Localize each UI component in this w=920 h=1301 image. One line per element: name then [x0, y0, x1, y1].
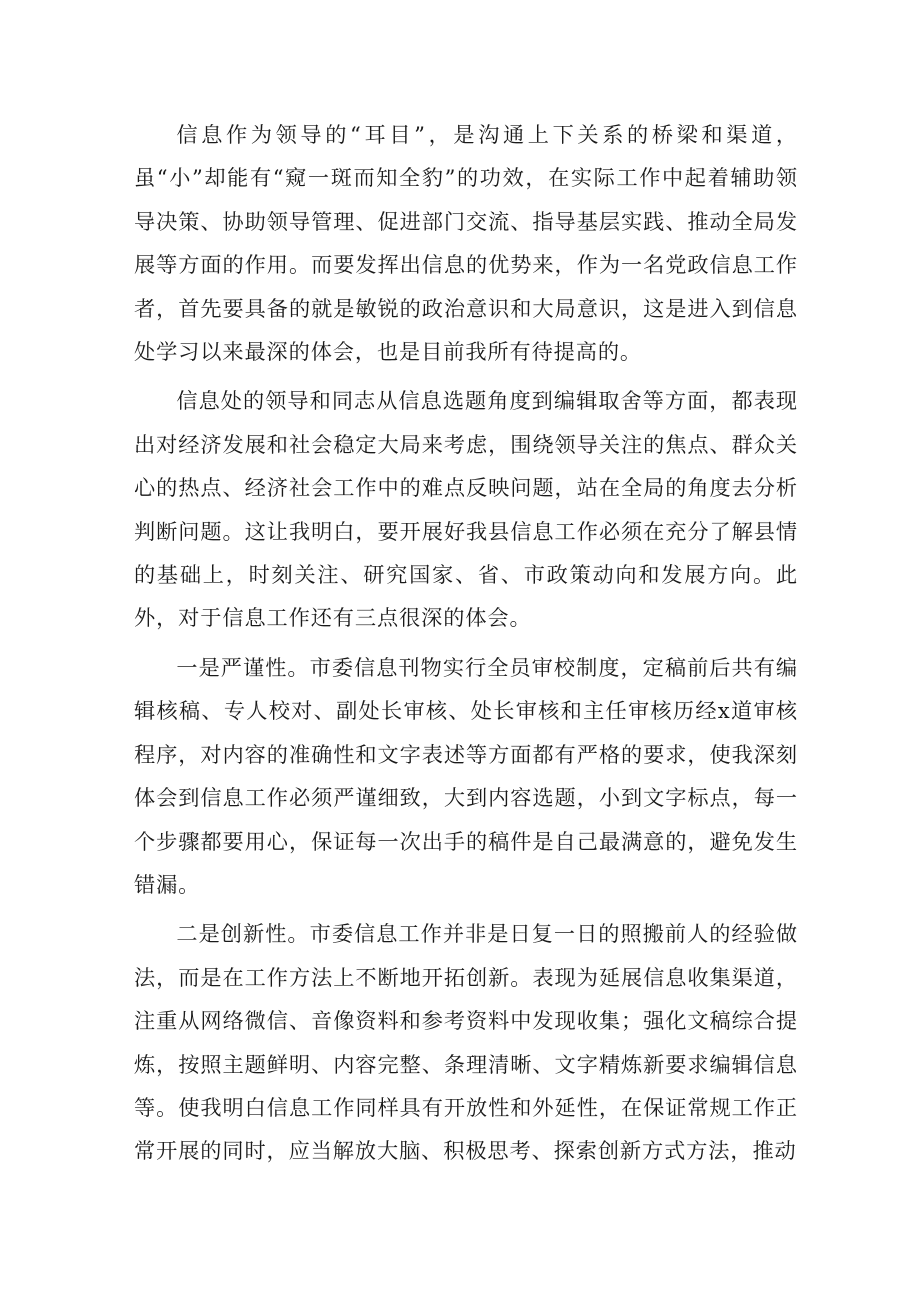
paragraph-rigor: 一是严谨性。市委信息刊物实行全员审校制度，定稿前后共有编辑核稿、专人校对、副处长审核、处长审核和主任审核历经x道审核程序，对内容的准确性和文字表述等方面都有严格的要求，使我深刻体会到信息工作必须严谨细致，大到内容选题，小到文字标点，每一个步骤都要用心，保证每一次出手的稿件是自己最满意的，避免发生错漏。 [134, 654, 798, 897]
paragraph-information-role: 信息作为领导的“耳目”，是沟通上下关系的桥梁和渠道，虽“小”却能有“窥一斑而知全豹”的功效，在实际工作中起着辅助领导决策、协助领导管理、促进部门交流、指导基层实践、推动全局发展等方面的作用。而要发挥出信息的优势来，作为一名党政信息工作者，首先要具备的就是敏锐的政治意识和大局意识，这是进入到信息处学习以来最深的体会，也是目前我所有待提高的。 [134, 122, 798, 365]
paragraph-innovation: 二是创新性。市委信息工作并非是日复一日的照搬前人的经验做法，而是在工作方法上不断地开拓创新。表现为延展信息收集渠道，注重从网络微信、音像资料和参考资料中发现收集；强化文稿综合提炼，按照主题鲜明、内容完整、条理清晰、文字精炼新要求编辑信息等。使我明白信息工作同样具有开放性和外延性，在保证常规工作正常开展的同时，应当解放大脑、积极思考、探索创新方式方法，推动 [134, 921, 798, 1164]
paragraph-overall-view: 信息处的领导和同志从信息选题角度到编辑取舍等方面，都表现出对经济发展和社会稳定大局来考虑，围绕领导关注的焦点、群众关心的热点、经济社会工作中的难点反映问题，站在全局的角度去分析判断问题。这让我明白，要开展好我县信息工作必须在充分了解县情的基础上，时刻关注、研究国家、省、市政策动向和发展方向。此外，对于信息工作还有三点很深的体会。 [134, 388, 798, 631]
document-body [134, 113, 798, 1179]
